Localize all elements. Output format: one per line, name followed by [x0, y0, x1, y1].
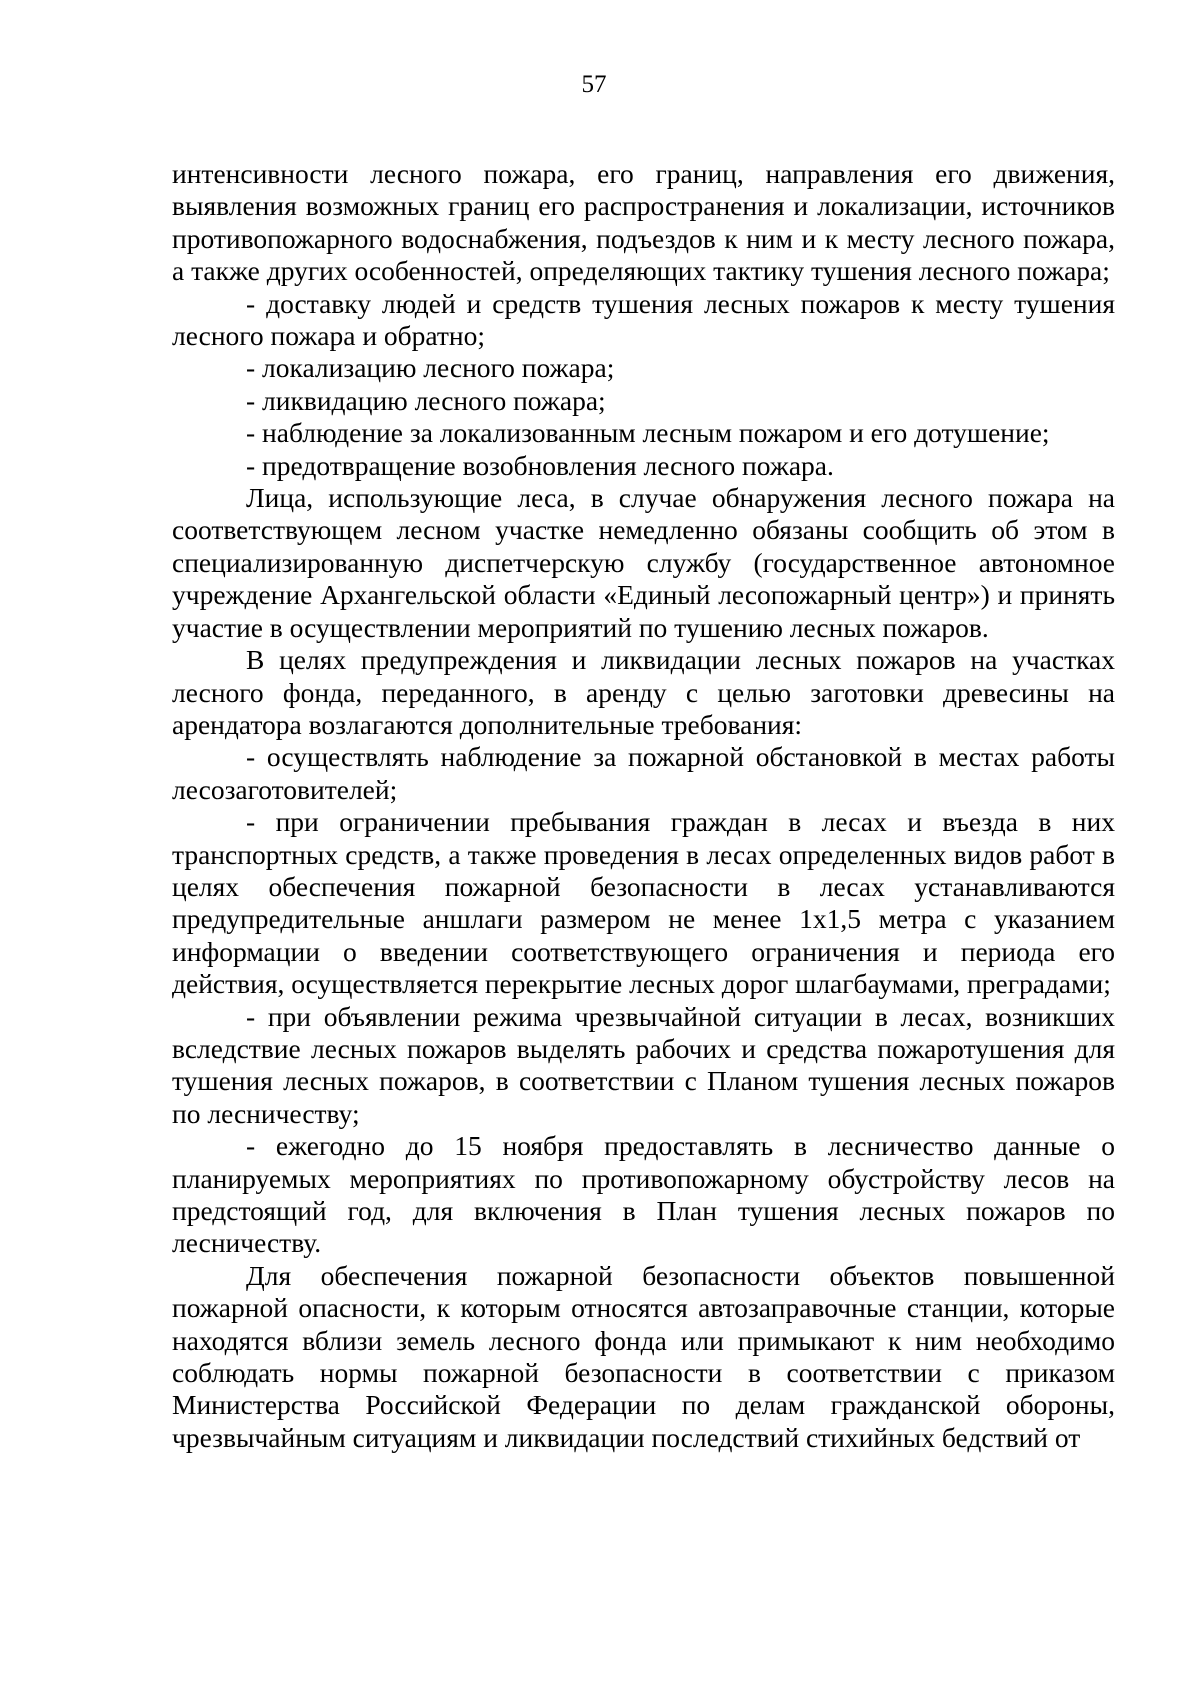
- list-item-restrictions: - при ограничении пребывания граждан в лесах и въезда в них транспортных средств, а также проведения в лесах определенных видов работ в целях обеспечения пожарной безопасности в лесах устанавливаются предупредительные аншлаги размером не менее 1х1,5 метра с указанием информации о введении соответствующего ограничения и периода его действия, осуществляется перекрытие лесных дорог шлагбаумами, преградами;: [172, 806, 1115, 1000]
- paragraph-forest-users: Лица, использующие леса, в случае обнаружения лесного пожара на соответствующем лесном участке немедленно обязаны сообщить об этом в специализированную диспетчерскую службу (государственное автономное учреждение Архангельской области «Единый лесопожарный центр») и принять участие в осуществлении мероприятий по тушению лесных пожаров.: [172, 482, 1115, 643]
- list-item-monitoring: - осуществлять наблюдение за пожарной обстановкой в местах работы лесозаготовителей;: [172, 741, 1115, 805]
- list-item-emergency: - при объявлении режима чрезвычайной ситуации в лесах, возникших вследствие лесных пожаров выделять рабочих и средства пожаротушения для тушения лесных пожаров, в соответствии с Планом тушения лесных пожаров по лесничеству;: [172, 1000, 1115, 1129]
- list-item-prevention: - предотвращение возобновления лесного пожара.: [246, 449, 834, 481]
- list-item-observation: - наблюдение за локализованным лесным пожаром и его дотушение;: [246, 417, 1050, 449]
- page-number: 57: [581, 71, 607, 98]
- list-item-localization: - локализацию лесного пожара;: [246, 352, 615, 384]
- list-item-delivery: - доставку людей и средств тушения лесных пожаров к месту тушения лесного пожара и обратно;: [172, 287, 1115, 352]
- list-item-liquidation: - ликвидацию лесного пожара;: [246, 384, 606, 416]
- list-item-annual-report: - ежегодно до 15 ноября предоставлять в лесничество данные о планируемых мероприятиях по противопожарному обустройству лесов на предстоящий год, для включения в План тушения лесных пожаров по лесничеству.: [172, 1130, 1115, 1259]
- paragraph-fire-safety-objects: Для обеспечения пожарной безопасности объектов повышенной пожарной опасности, к которым относятся автозаправочные станции, которые находятся вблизи земель лесного фонда или примыкают к ним необходимо соблюдать нормы пожарной безопасности в соответствии с приказом Министерства Российской Федерации по делам гражданской обороны, чрезвычайным ситуациям и ликвидации последствий стихийных бедствий от: [172, 1259, 1115, 1453]
- paragraph-continuation: интенсивности лесного пожара, его границ, направления его движения, выявления возможных границ его распространения и локализации, источников противопожарного водоснабжения, подъездов к ним и к месту лесного пожара, а также других особенностей, определяющих тактику тушения лесного пожара;: [172, 158, 1115, 287]
- body-text: [172, 158, 1115, 1454]
- paragraph-lease-requirements: В целях предупреждения и ликвидации лесных пожаров на участках лесного фонда, переданного, в аренду с целью заготовки древесины на арендатора возлагаются дополнительные требования:: [172, 644, 1115, 740]
